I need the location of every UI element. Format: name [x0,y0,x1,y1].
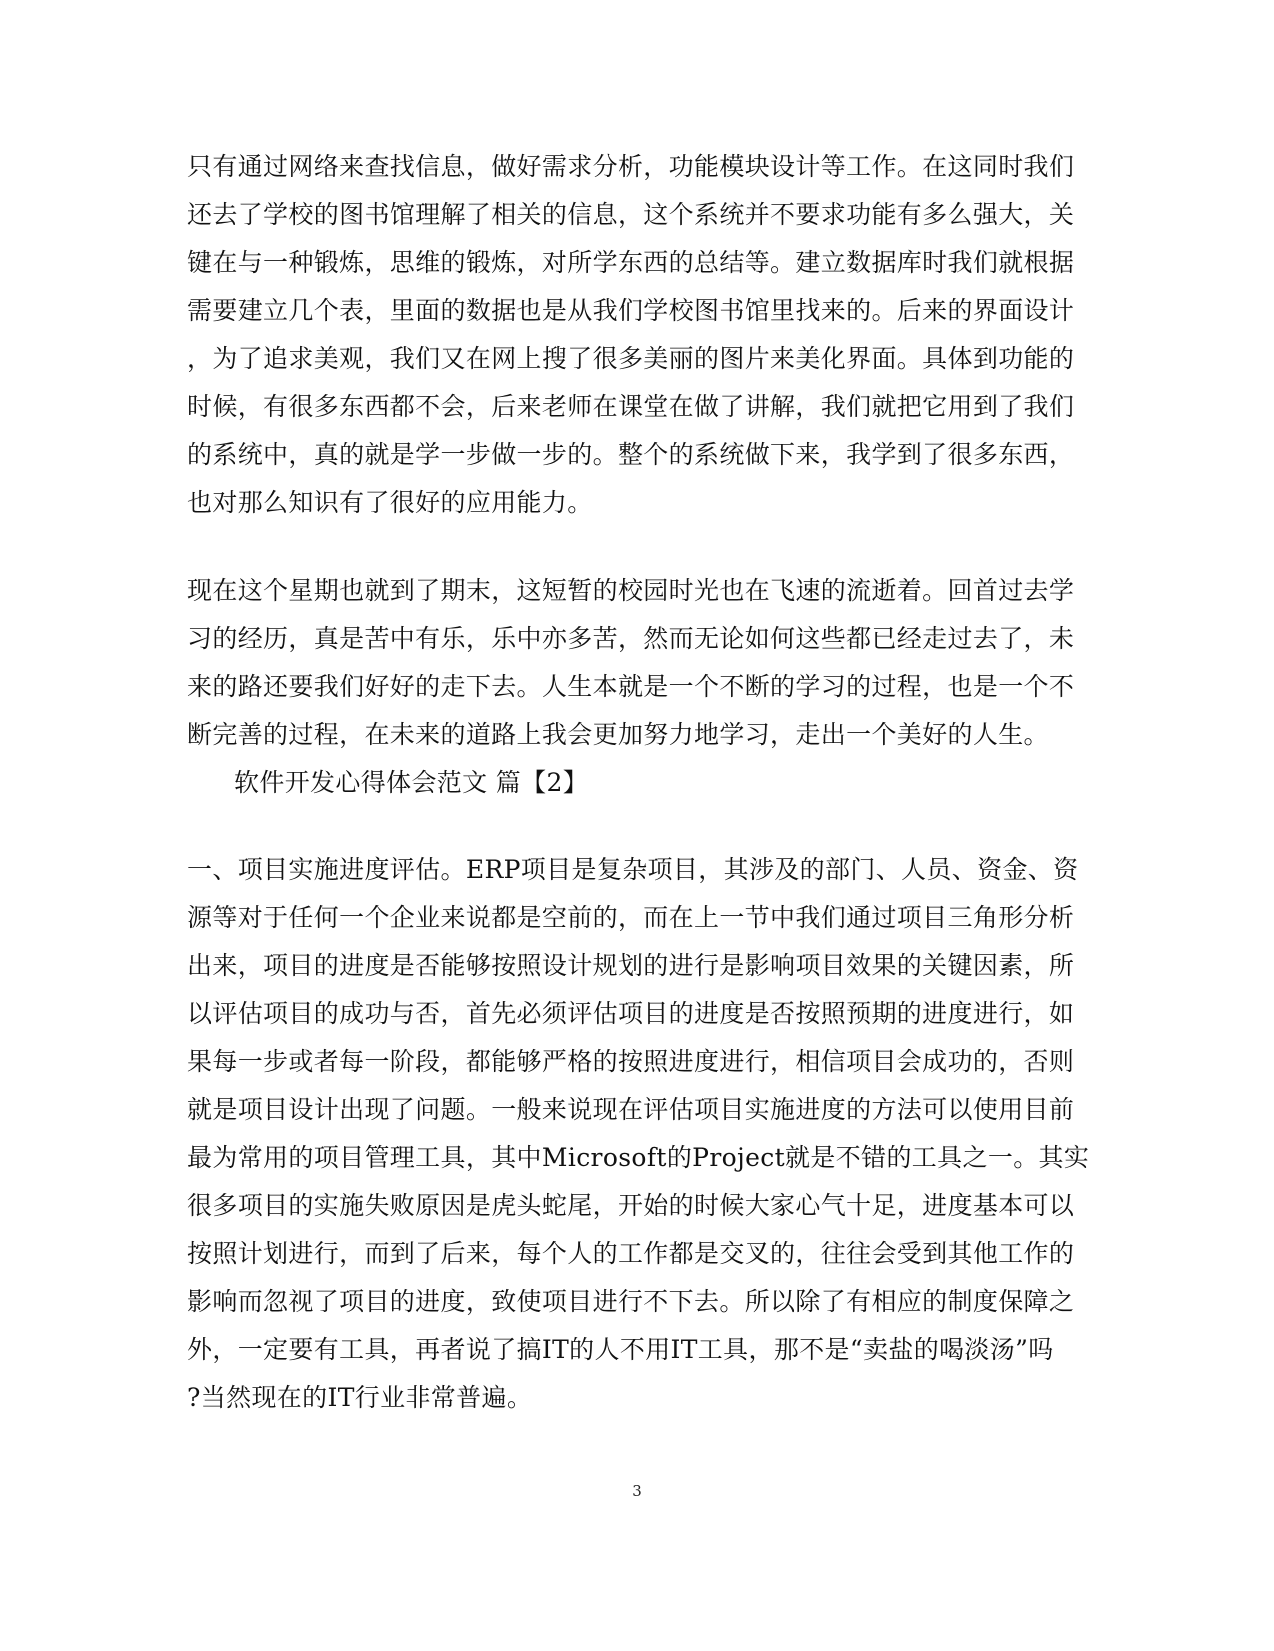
text-line: 就是项目设计出现了问题。一般来说现在评估项目实施进度的方法可以使用目前 [187,1095,1075,1124]
text-line: ?当然现在的IT行业非常普遍。 [187,1383,533,1412]
text-line: 还去了学校的图书馆理解了相关的信息，这个系统并不要求功能有多么强大，关 [187,200,1075,229]
text-line: ，为了追求美观，我们又在网上搜了很多美丽的图片来美化界面。具体到功能的 [187,344,1075,373]
text-line: 果每一步或者每一阶段，都能够严格的按照进度进行，相信项目会成功的，否则 [187,1047,1075,1076]
text-line: 需要建立几个表，里面的数据也是从我们学校图书馆里找来的。后来的界面设计 [187,296,1075,325]
text-line: 的系统中，真的就是学一步做一步的。整个的系统做下来，我学到了很多东西， [187,440,1075,469]
text-line: 按照计划进行，而到了后来，每个人的工作都是交叉的，往往会受到其他工作的 [187,1239,1075,1268]
text-line: 出来，项目的进度是否能够按照设计规划的进行是影响项目效果的关键因素，所 [187,951,1075,980]
text-line: 也对那么知识有了很好的应用能力。 [187,488,593,517]
text-line: 最为常用的项目管理工具，其中Microsoft的Project就是不错的工具之一。其实 [187,1143,1090,1172]
text-line: 习的经历，真是苦中有乐，乐中亦多苦，然而无论如何这些都已经走过去了，未 [187,624,1075,653]
text-line: 断完善的过程，在未来的道路上我会更加努力地学习，走出一个美好的人生。 [187,720,1049,749]
text-line: 影响而忽视了项目的进度，致使项目进行不下去。所以除了有相应的制度保障之 [187,1287,1075,1316]
text-line: 外，一定要有工具，再者说了搞IT的人不用IT工具，那不是“卖盐的喝淡汤”吗 [187,1335,1054,1364]
text-line: 现在这个星期也就到了期末，这短暂的校园时光也在飞速的流逝着。回首过去学 [187,576,1075,605]
text-line: 只有通过网络来查找信息，做好需求分析，功能模块设计等工作。在这同时我们 [187,152,1075,181]
text-line: 来的路还要我们好好的走下去。人生本就是一个不断的学习的过程，也是一个不 [187,672,1075,701]
section-heading: 软件开发心得体会范文 篇【2】 [234,768,589,797]
text-line: 很多项目的实施失败原因是虎头蛇尾，开始的时候大家心气十足，进度基本可以 [187,1191,1075,1220]
text-line: 以评估项目的成功与否，首先必须评估项目的进度是否按照预期的进度进行，如 [187,999,1075,1028]
page-number: 3 [632,1482,642,1500]
text-line: 源等对于任何一个企业来说都是空前的，而在上一节中我们通过项目三角形分析 [187,903,1075,932]
text-line: 键在与一种锻炼，思维的锻炼，对所学东西的总结等。建立数据库时我们就根据 [187,248,1075,277]
text-line: 一、项目实施进度评估。ERP项目是复杂项目，其涉及的部门、人员、资金、资 [187,855,1079,884]
text-line: 时候，有很多东西都不会，后来老师在课堂在做了讲解，我们就把它用到了我们 [187,392,1075,421]
